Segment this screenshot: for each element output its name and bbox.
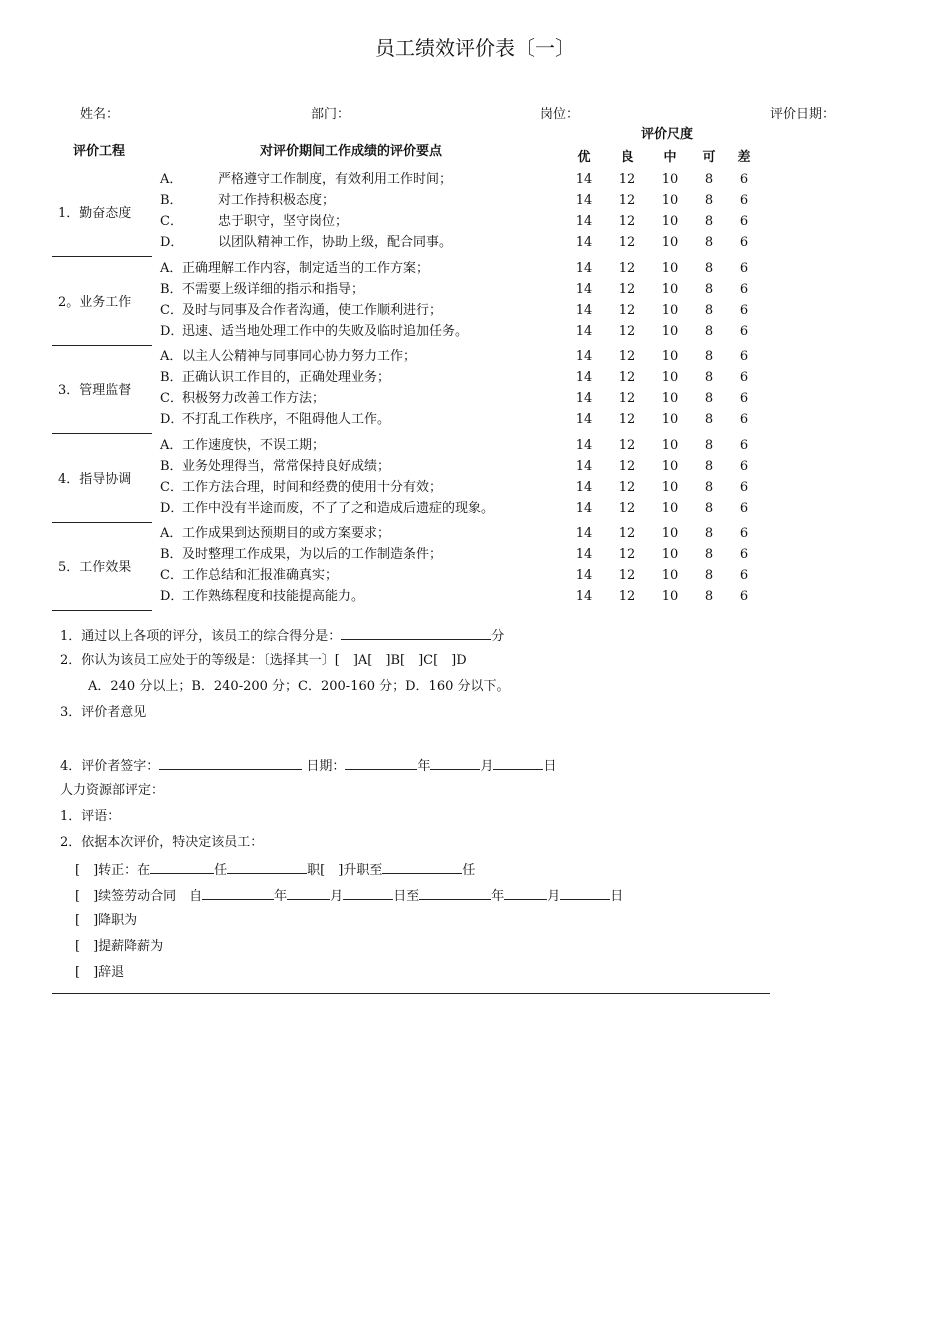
score-option[interactable]: 12 (618, 391, 636, 406)
score-option[interactable]: 8 (704, 501, 714, 516)
score-option[interactable]: 10 (661, 412, 679, 427)
score-option[interactable]: 6 (739, 412, 749, 427)
eval-point-letter: B． (160, 370, 183, 385)
score-option[interactable]: 14 (575, 193, 593, 208)
score-option[interactable]: 8 (704, 589, 714, 604)
score-option[interactable]: 6 (739, 589, 749, 604)
renew-to-month-field[interactable] (504, 886, 547, 900)
eval-point-letter: A． (160, 349, 183, 364)
eval-point-text: 对工作持积极态度； (218, 193, 336, 208)
score-option[interactable]: 12 (618, 438, 636, 453)
eval-point-letter: C． (160, 568, 183, 583)
total-score-label: 1．通过以上各项的评分，该员工的综合得分是： (60, 629, 342, 644)
score-option[interactable]: 10 (661, 480, 679, 495)
score-option[interactable]: 12 (618, 324, 636, 339)
renew-to-year-text: 年 (491, 889, 505, 904)
score-option[interactable]: 14 (575, 370, 593, 385)
renew-to-day-text: 日 (610, 889, 624, 904)
score-option[interactable]: 14 (575, 349, 593, 364)
score-option[interactable]: 12 (618, 370, 636, 385)
eval-point-text: 工作中没有半途而废，不了了之和造成后遗症的现象。 (182, 501, 495, 516)
header-eval-points: 对评价期间工作成绩的评价要点 (260, 144, 443, 159)
dept-label: 部门： (311, 107, 351, 122)
score-option[interactable]: 6 (739, 370, 749, 385)
renew-from-month-text: 月 (330, 889, 344, 904)
eval-point-text: 及时整理工作成果，为以后的工作制造条件； (182, 547, 443, 562)
score-option[interactable]: 8 (704, 172, 714, 187)
eval-point-text: 工作熟练程度和技能提高能力。 (182, 589, 365, 604)
group-divider (52, 522, 152, 523)
hr-comment-label: 1．评语： (60, 809, 121, 824)
score-option[interactable]: 8 (704, 214, 714, 229)
sign-month-field[interactable] (430, 756, 480, 770)
score-option[interactable]: 10 (661, 391, 679, 406)
score-option[interactable]: 8 (704, 547, 714, 562)
total-score-line (60, 626, 504, 646)
eval-point-letter: D． (160, 501, 184, 516)
eval-point-letter: C． (160, 214, 183, 229)
score-option[interactable]: 12 (618, 282, 636, 297)
scale-label-2: 中 (663, 150, 677, 165)
score-option[interactable]: 6 (739, 568, 749, 583)
score-option[interactable]: 6 (739, 459, 749, 474)
score-option[interactable]: 14 (575, 235, 593, 250)
eval-point-letter: B． (160, 282, 183, 297)
score-option[interactable]: 6 (739, 501, 749, 516)
option-salary-adjust[interactable]: [ ]提薪降薪为 (75, 939, 164, 954)
score-option[interactable]: 6 (739, 193, 749, 208)
score-option[interactable]: 14 (575, 526, 593, 541)
eval-point-text: 忠于职守，坚守岗位； (218, 214, 349, 229)
score-option[interactable]: 12 (618, 214, 636, 229)
score-option[interactable]: 12 (618, 303, 636, 318)
score-option[interactable]: 14 (575, 172, 593, 187)
eval-point-text: 不需要上级详细的指示和指导； (182, 282, 365, 297)
renew-from-year-text: 年 (274, 889, 288, 904)
score-option[interactable]: 8 (704, 193, 714, 208)
score-option[interactable]: 14 (575, 412, 593, 427)
page-title: 员工绩效评价表〔一〕 (375, 36, 575, 60)
eval-item-name: 3．管理监督 (58, 383, 132, 398)
evaluator-sign-field[interactable] (159, 756, 302, 770)
promote-position-field[interactable] (227, 860, 307, 874)
eval-point-text: 工作总结和汇报准确真实； (182, 568, 339, 583)
score-option[interactable]: 6 (739, 235, 749, 250)
score-option[interactable]: 6 (739, 349, 749, 364)
eval-point-letter: D． (160, 412, 184, 427)
eval-point-text: 工作方法合理，时间和经费的使用十分有效； (182, 480, 443, 495)
score-option[interactable]: 10 (661, 324, 679, 339)
option-dismiss[interactable]: [ ]辞退 (75, 965, 125, 980)
header-eval-scale: 评价尺度 (641, 127, 694, 142)
option-demote[interactable]: [ ]降职为 (75, 913, 138, 928)
score-option[interactable]: 8 (704, 370, 714, 385)
scale-label-3: 可 (702, 150, 716, 165)
score-option[interactable]: 8 (704, 412, 714, 427)
score-option[interactable]: 8 (704, 235, 714, 250)
eval-point-text: 正确认识工作目的，正确处理业务； (182, 370, 391, 385)
sign-month-text: 月 (480, 759, 494, 774)
eval-point-letter: B． (160, 193, 183, 208)
score-option[interactable]: 6 (739, 526, 749, 541)
renew-to-year-field[interactable] (419, 886, 491, 900)
score-option[interactable]: 6 (739, 261, 749, 276)
eval-date-label: 评价日期： (770, 107, 836, 122)
score-option[interactable]: 6 (739, 172, 749, 187)
score-option[interactable]: 8 (704, 568, 714, 583)
score-option[interactable]: 10 (661, 193, 679, 208)
eval-point-text: 严格遵守工作制度，有效利用工作时间； (218, 172, 453, 187)
score-option[interactable]: 14 (575, 214, 593, 229)
eval-point-letter: A． (160, 438, 183, 453)
score-option[interactable]: 8 (704, 349, 714, 364)
option-renew-line (75, 886, 623, 906)
score-option[interactable]: 12 (618, 412, 636, 427)
score-option[interactable]: 14 (575, 501, 593, 516)
score-option[interactable]: 6 (739, 391, 749, 406)
eval-point-letter: A． (160, 172, 183, 187)
eval-point-text: 正确理解工作内容，制定适当的工作方案； (182, 261, 430, 276)
eval-point-letter: C． (160, 480, 183, 495)
sign-day-field[interactable] (493, 756, 543, 770)
score-option[interactable]: 12 (618, 349, 636, 364)
eval-point-text: 工作速度快，不误工期； (182, 438, 326, 453)
scale-label-1: 良 (620, 150, 634, 165)
score-option[interactable]: 8 (704, 459, 714, 474)
score-option[interactable]: 8 (704, 261, 714, 276)
total-score-field[interactable] (341, 626, 491, 640)
score-option[interactable]: 14 (575, 438, 593, 453)
renew-to-text: 日至 (393, 889, 420, 904)
score-option[interactable]: 14 (575, 303, 593, 318)
eval-point-letter: B． (160, 547, 183, 562)
score-option[interactable]: 10 (661, 214, 679, 229)
score-option[interactable]: 12 (618, 568, 636, 583)
eval-point-letter: A． (160, 526, 183, 541)
score-option[interactable]: 14 (575, 324, 593, 339)
score-option[interactable]: 10 (661, 547, 679, 562)
score-option[interactable]: 14 (575, 391, 593, 406)
eval-point-letter: D． (160, 235, 184, 250)
hr-title: 人力资源部评定： (60, 783, 165, 798)
score-option[interactable]: 14 (575, 459, 593, 474)
evaluator-opinion-label: 3．评价者意见 (60, 705, 147, 720)
score-option[interactable]: 10 (661, 282, 679, 297)
score-option[interactable]: 8 (704, 391, 714, 406)
score-option[interactable]: 14 (575, 282, 593, 297)
eval-item-name: 4．指导协调 (58, 472, 132, 487)
score-option[interactable]: 8 (704, 480, 714, 495)
eval-point-text: 业务处理得当，常常保持良好成绩； (182, 459, 391, 474)
score-option[interactable]: 12 (618, 193, 636, 208)
evaluator-sign-label: 4．评价者签字： (60, 759, 160, 774)
eval-point-text: 以团队精神工作，协助上级，配合同事。 (218, 235, 453, 250)
hr-decision-label: 2．依据本次评价，特决定该员工： (60, 835, 264, 850)
score-option[interactable]: 8 (704, 438, 714, 453)
score-option[interactable]: 12 (618, 526, 636, 541)
score-option[interactable]: 12 (618, 480, 636, 495)
score-option[interactable]: 14 (575, 589, 593, 604)
score-option[interactable]: 12 (618, 261, 636, 276)
score-option[interactable]: 6 (739, 214, 749, 229)
total-score-unit: 分 (491, 629, 505, 644)
eval-point-letter: D． (160, 324, 184, 339)
eval-point-text: 积极努力改善工作方法； (182, 391, 326, 406)
score-option[interactable]: 14 (575, 480, 593, 495)
score-option[interactable]: 6 (739, 282, 749, 297)
score-option[interactable]: 10 (661, 261, 679, 276)
promote-ren2-text: 任 (462, 863, 476, 878)
score-option[interactable]: 6 (739, 480, 749, 495)
eval-item-name: 5．工作效果 (58, 560, 132, 575)
score-option[interactable]: 10 (661, 370, 679, 385)
score-option[interactable]: 8 (704, 526, 714, 541)
eval-point-text: 及时与同事及合作者沟通，使工作顺利进行； (182, 303, 443, 318)
score-option[interactable]: 14 (575, 261, 593, 276)
score-option[interactable]: 12 (618, 235, 636, 250)
score-option[interactable]: 8 (704, 282, 714, 297)
sign-date-label: 日期： (306, 759, 346, 774)
score-option[interactable]: 14 (575, 568, 593, 583)
promote-zhi-text[interactable]: 职[ ]升职至 (307, 863, 383, 878)
score-option[interactable]: 10 (661, 459, 679, 474)
group-divider (52, 433, 152, 434)
eval-item-name: 2。业务工作 (58, 295, 132, 310)
eval-point-text: 迅速、适当地处理工作中的失败及临时追加任务。 (182, 324, 469, 339)
renew-from-day-field[interactable] (343, 886, 393, 900)
eval-point-letter: A． (160, 261, 183, 276)
eval-point-text: 以主人公精神与同事同心协力努力工作； (182, 349, 417, 364)
renew-from-year-field[interactable] (202, 886, 274, 900)
header-eval-item: 评价工程 (73, 144, 126, 159)
evaluator-sign-line (60, 756, 556, 776)
sign-day-text: 日 (543, 759, 557, 774)
post-label: 岗位： (540, 107, 580, 122)
score-option[interactable]: 10 (661, 349, 679, 364)
score-option[interactable]: 10 (661, 172, 679, 187)
eval-point-letter: B． (160, 459, 183, 474)
sign-year-text: 年 (417, 759, 431, 774)
eval-point-letter: D． (160, 589, 184, 604)
score-option[interactable]: 10 (661, 438, 679, 453)
eval-item-name: 1．勤奋态度 (58, 206, 132, 221)
score-option[interactable]: 10 (661, 501, 679, 516)
promote-to-field[interactable] (382, 860, 462, 874)
group-divider (52, 345, 152, 346)
score-option[interactable]: 12 (618, 459, 636, 474)
score-option[interactable]: 14 (575, 547, 593, 562)
option-promote-line (75, 860, 475, 880)
eval-point-letter: C． (160, 391, 183, 406)
option-promote-checkbox[interactable]: [ ]转正：在 (75, 863, 151, 878)
promote-from-field[interactable] (150, 860, 214, 874)
score-option[interactable]: 10 (661, 589, 679, 604)
score-option[interactable]: 10 (661, 568, 679, 583)
group-divider (52, 256, 152, 257)
option-renew-checkbox[interactable]: [ ]续签劳动合同 自 (75, 889, 203, 904)
name-label: 姓名： (80, 107, 120, 122)
renew-from-month-field[interactable] (287, 886, 330, 900)
score-option[interactable]: 12 (618, 547, 636, 562)
score-option[interactable]: 10 (661, 235, 679, 250)
promote-ren-text: 任 (214, 863, 228, 878)
score-option[interactable]: 6 (739, 438, 749, 453)
score-option[interactable]: 10 (661, 526, 679, 541)
scale-label-0: 优 (577, 150, 591, 165)
score-option[interactable]: 10 (661, 303, 679, 318)
score-option[interactable]: 6 (739, 547, 749, 562)
grade-select-line: 2．你认为该员工应处于的等级是：〔选择其一〕[ ]A[ ]B[ ]C[ ]D (60, 653, 467, 668)
renew-to-day-field[interactable] (560, 886, 610, 900)
score-option[interactable]: 6 (739, 324, 749, 339)
eval-point-text: 工作成果到达预期目的或方案要求； (182, 526, 391, 541)
score-option[interactable]: 12 (618, 589, 636, 604)
eval-point-letter: C． (160, 303, 183, 318)
score-option[interactable]: 12 (618, 172, 636, 187)
sign-year-field[interactable] (345, 756, 417, 770)
score-option[interactable]: 6 (739, 303, 749, 318)
bottom-rule (52, 993, 770, 994)
grade-note: A．240 分以上；B．240-200 分；C．200-160 分；D．160 分以下。 (88, 679, 510, 694)
renew-to-month-text: 月 (547, 889, 561, 904)
scale-label-4: 差 (737, 150, 751, 165)
score-option[interactable]: 8 (704, 303, 714, 318)
group-divider (52, 610, 152, 611)
score-option[interactable]: 12 (618, 501, 636, 516)
score-option[interactable]: 8 (704, 324, 714, 339)
eval-point-text: 不打乱工作秩序，不阻碍他人工作。 (182, 412, 391, 427)
